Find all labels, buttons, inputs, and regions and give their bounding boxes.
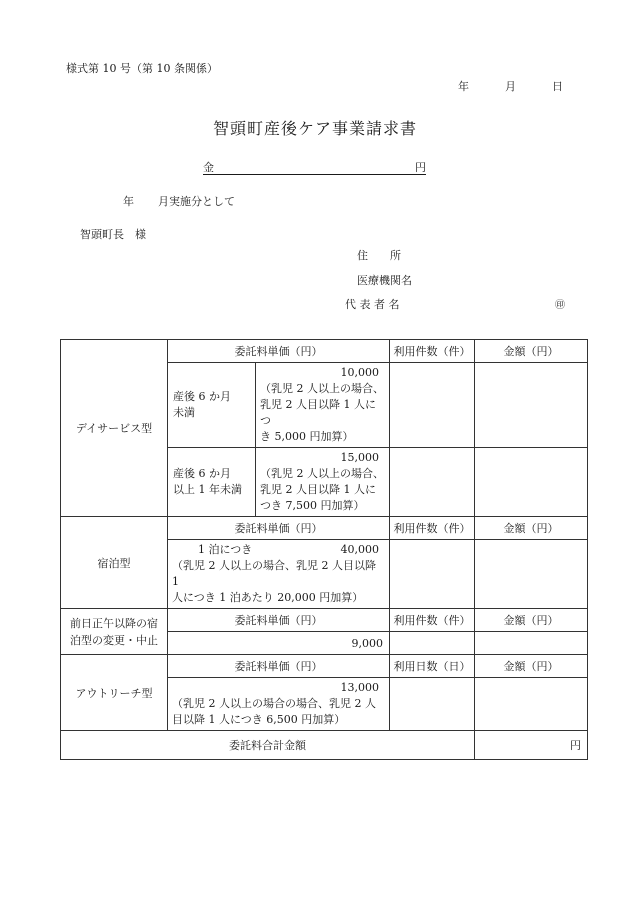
day-service-count-2[interactable] (390, 448, 475, 517)
amount-field (203, 159, 426, 175)
day-service-period-1: 産後 6 か月 未満 (168, 363, 256, 448)
overnight-label: 宿泊型 (61, 517, 168, 609)
outreach-amount[interactable] (475, 678, 588, 731)
use-count-header: 利用件数（件） (390, 517, 475, 540)
unit-price-header: 委託料単価（円） (168, 609, 390, 632)
use-days-header: 利用日数（日） (390, 655, 475, 678)
table-row (61, 517, 588, 540)
day-service-amount-1[interactable] (475, 363, 588, 448)
period-rest: 月実施分として (158, 195, 235, 208)
outreach-days[interactable] (390, 678, 475, 731)
institution-label: 医療機関名 (357, 274, 412, 287)
period-year: 年 (123, 195, 134, 208)
change-cancel-count[interactable] (390, 632, 475, 655)
day-service-label: デイサービス型 (61, 340, 168, 517)
day-service-period-2: 産後 6 か月 以上 1 年未満 (168, 448, 256, 517)
date-year: 年 (458, 80, 469, 93)
overnight-price: 40,000 (340, 543, 379, 556)
outreach-note: （乳児 2 人以上の場合の場合、乳児 2 人 目以降 1 人につき 6,500 円加算） (172, 697, 376, 726)
addressee: 智頭町長 様 (80, 228, 146, 241)
representative-label: 代 表 者 名 (345, 298, 400, 311)
date-line (458, 78, 563, 94)
unit-price-header: 委託料単価（円） (168, 340, 390, 363)
unit-price-header: 委託料単価（円） (168, 517, 390, 540)
day-service-note-2: （乳児 2 人以上の場合、 乳児 2 人目以降 1 人に つき 7,500 円加算） (260, 467, 384, 512)
unit-price-header: 委託料単価（円） (168, 655, 390, 678)
day-service-note-1: （乳児 2 人以上の場合、 乳児 2 人目以降 1 人につ き 5,000 円加算） (260, 382, 384, 443)
seal-mark: ㊞ (555, 300, 565, 311)
change-cancel-price: 9,000 (168, 632, 390, 655)
use-count-header: 利用件数（件） (390, 340, 475, 363)
overnight-note: （乳児 2 人以上の場合、乳児 2 人目以降 1 人につき 1 泊あたり 20,000 円加算） (172, 559, 376, 604)
day-service-price-2: 15,000 (340, 451, 379, 464)
fee-table (60, 339, 588, 760)
amount-header: 金額（円） (475, 340, 588, 363)
form-number: 様式第 10 号（第 10 条関係） (66, 62, 218, 75)
table-row (61, 655, 588, 678)
total-label: 委託料合計金額 (61, 731, 475, 760)
day-service-count-1[interactable] (390, 363, 475, 448)
table-row (61, 609, 588, 632)
overnight-per-night: 1 泊につき (198, 543, 253, 556)
date-month: 月 (505, 80, 516, 93)
use-count-header: 利用件数（件） (390, 609, 475, 632)
change-cancel-amount[interactable] (475, 632, 588, 655)
amount-header: 金額（円） (475, 609, 588, 632)
total-amount[interactable]: 円 (475, 731, 588, 760)
document-title: 智頭町産後ケア事業請求書 (212, 119, 417, 138)
day-service-price-1: 10,000 (340, 366, 379, 379)
amount-header: 金額（円） (475, 517, 588, 540)
period-line (123, 193, 235, 209)
overnight-count[interactable] (390, 540, 475, 609)
overnight-amount[interactable] (475, 540, 588, 609)
address-label: 住 所 (357, 249, 401, 262)
amount-prefix: 金 (203, 161, 214, 174)
amount-suffix: 円 (415, 161, 426, 174)
amount-header: 金額（円） (475, 655, 588, 678)
day-service-amount-2[interactable] (475, 448, 588, 517)
date-day: 日 (552, 80, 563, 93)
outreach-price: 13,000 (340, 681, 379, 694)
change-cancel-label: 前日正午以降の宿 泊型の変更・中止 (61, 609, 168, 655)
outreach-label: アウトリーチ型 (61, 655, 168, 731)
table-row (61, 731, 588, 760)
table-row (61, 340, 588, 363)
